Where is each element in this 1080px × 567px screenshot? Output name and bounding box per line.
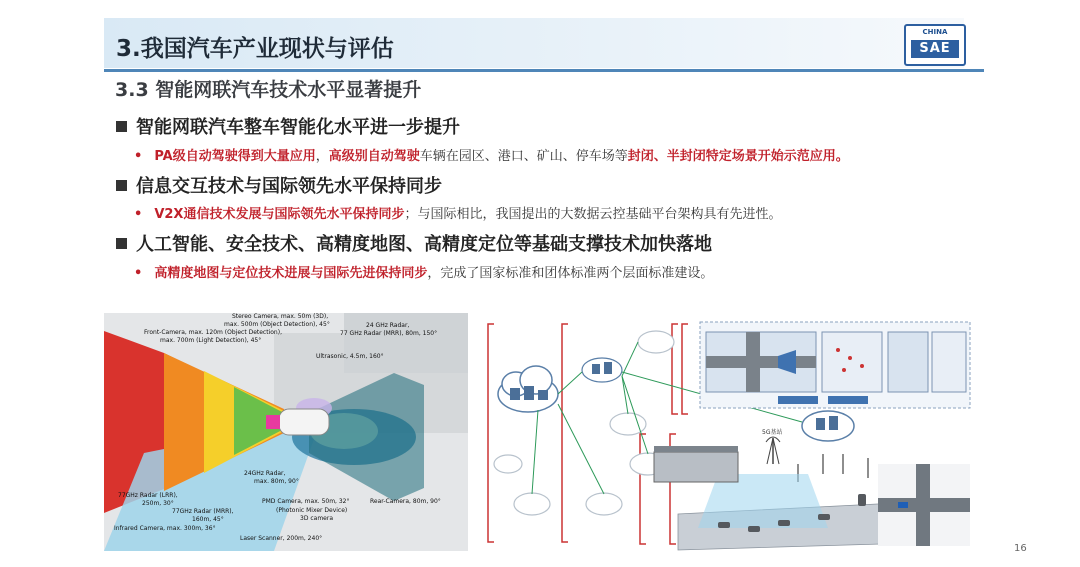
pmd-camera-label-3: 3D camera bbox=[300, 515, 333, 522]
logo-text-sae: SAE bbox=[911, 40, 959, 58]
car-icon bbox=[279, 409, 329, 435]
square-bullet-icon bbox=[116, 121, 127, 132]
slide-left-margin bbox=[0, 0, 48, 567]
highlight-text: V2X通信技术发展与国际领先水平保持同步 bbox=[154, 207, 405, 222]
radar-lrr-label-2: 250m, 30° bbox=[142, 500, 174, 507]
square-bullet-icon bbox=[116, 180, 127, 191]
highlight-text: 封闭、半封闭特定场景开始示范应用。 bbox=[627, 149, 849, 164]
cloud-network-figure bbox=[478, 314, 975, 552]
rear-camera-label: Rear-Camera, 80m, 90° bbox=[370, 498, 441, 505]
pmd-camera-label-2: (Photonic Mixer Device) bbox=[276, 507, 348, 514]
dot-bullet-icon: • bbox=[134, 149, 143, 164]
infrared-camera-label: Infrared Camera, max. 300m, 36° bbox=[114, 525, 216, 532]
highlight-text: PA级自动驾驶得到大量应用 bbox=[154, 149, 316, 164]
bullet-heading bbox=[116, 113, 460, 139]
bullet-heading bbox=[116, 172, 442, 198]
bullet-detail bbox=[134, 145, 849, 164]
sensor-coverage-figure bbox=[104, 313, 468, 551]
regional-cloud-icon bbox=[582, 358, 622, 382]
logo-text-china: CHINA bbox=[922, 28, 948, 36]
radar-mrr-label-2: 160m, 45° bbox=[192, 516, 224, 523]
bullet-heading-text: 人工智能、安全技术、高精度地图、高精度定位等基础支撑技术加快落地 bbox=[136, 234, 712, 255]
ultrasonic-label: Ultrasonic, 4.5m, 160° bbox=[316, 353, 384, 360]
front-camera-label-2: max. 700m (Light Detection), 45° bbox=[160, 337, 262, 344]
pmd-camera-label: PMD Camera, max. 50m, 32° bbox=[262, 498, 350, 505]
cloud-network-diagram bbox=[478, 314, 975, 552]
highlight-text: 高精度地图与定位技术进展与国际先进保持同步 bbox=[154, 266, 428, 281]
square-bullet-icon bbox=[116, 238, 127, 249]
highlight-text: 高级别自动驾驶 bbox=[328, 149, 420, 164]
detail-text: ；与国际相比，我国提出的大数据云控基础平台架构具有先进性。 bbox=[404, 207, 782, 222]
radar-24ghz-mid-label-2: max. 80m, 90° bbox=[254, 478, 299, 485]
detail-text: ，完成了国家标准和团体标准两个层面标准建设。 bbox=[427, 266, 714, 281]
china-sae-logo bbox=[904, 24, 966, 66]
front-camera-label: Front-Camera, max. 120m (Object Detection), bbox=[144, 329, 282, 336]
section-subtitle: 3.3 智能网联汽车技术水平显著提升 bbox=[115, 79, 422, 101]
detail-text: 车辆在园区、港口、矿山、停车场等 bbox=[419, 149, 628, 164]
bullet-heading-text: 智能网联汽车整车智能化水平进一步提升 bbox=[136, 117, 460, 138]
stereo-camera-label-2: max. 500m (Object Detection), 45° bbox=[224, 321, 330, 328]
radar-lrr-label: 77GHz Radar (LRR), bbox=[118, 492, 178, 499]
radar-77ghz-mrr-top-label: 77 GHz Radar (MRR), 80m, 150° bbox=[340, 330, 438, 337]
slide-title: 3.我国汽车产业现状与评估 bbox=[116, 36, 394, 62]
bullet-heading bbox=[116, 230, 712, 256]
sensor-coverage-diagram bbox=[104, 313, 468, 551]
radar-mrr-label: 77GHz Radar (MRR), bbox=[172, 508, 234, 515]
bullet-detail bbox=[134, 203, 781, 222]
dot-bullet-icon: • bbox=[134, 207, 143, 222]
edge-cloud-icon bbox=[802, 411, 854, 441]
detail-text: ， bbox=[315, 149, 329, 164]
page-number: 16 bbox=[1014, 543, 1027, 554]
5g-station-label: 5G基站 bbox=[762, 429, 783, 436]
dot-bullet-icon: • bbox=[134, 266, 143, 281]
radar-24ghz-mid-label: 24GHz Radar, bbox=[244, 470, 286, 477]
laser-scanner-label: Laser Scanner, 200m, 240° bbox=[240, 535, 323, 542]
bullet-detail bbox=[134, 262, 713, 281]
stereo-camera-label: Stereo Camera, max. 50m (3D), bbox=[232, 313, 329, 320]
radar-24ghz-top-label: 24 GHz Radar, bbox=[366, 322, 410, 329]
slide-right-margin bbox=[1030, 0, 1080, 567]
bullet-heading-text: 信息交互技术与国际领先水平保持同步 bbox=[136, 176, 442, 197]
